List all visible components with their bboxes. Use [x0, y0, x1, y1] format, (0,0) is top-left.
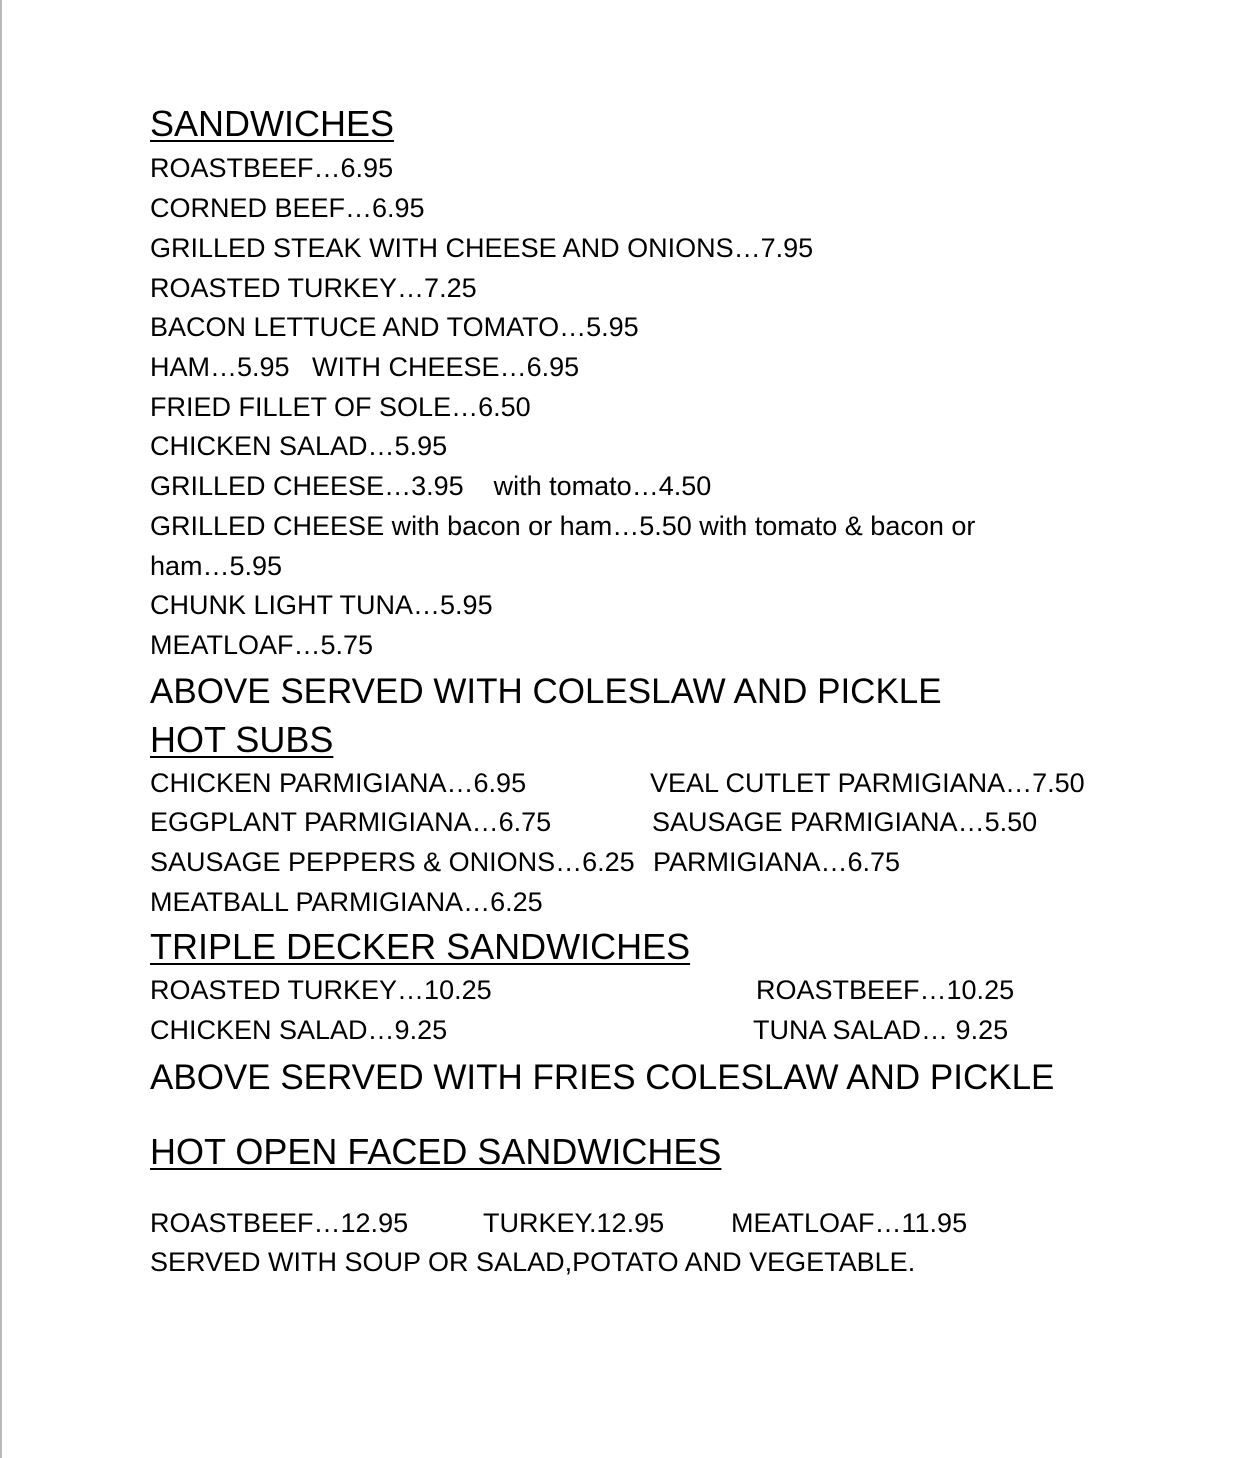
menu-item: GRILLED CHEESE with bacon or ham…5.50 with tomato & bacon or: [150, 511, 976, 541]
menu-item: MEATBALL PARMIGIANA…6.25: [150, 887, 543, 917]
hot-open-faced-heading: HOT OPEN FACED SANDWICHES: [150, 1131, 722, 1172]
menu-item: TURKEY.12.95: [483, 1208, 665, 1238]
menu-item: GRILLED CHEESE…3.95 with tomato…4.50: [150, 471, 712, 501]
menu-item: MEATLOAF…5.75: [150, 630, 374, 660]
triple-decker-heading: TRIPLE DECKER SANDWICHES: [150, 926, 691, 967]
menu-item: TUNA SALAD… 9.25: [753, 1015, 1009, 1045]
menu-item: PARMIGIANA…6.75: [653, 847, 901, 877]
sandwiches-note: ABOVE SERVED WITH COLESLAW AND PICKLE: [150, 672, 942, 711]
menu-item: FRIED FILLET OF SOLE…6.50: [150, 392, 531, 422]
menu-item: CORNED BEEF…6.95: [150, 193, 425, 223]
menu-item: MEATLOAF…11.95: [731, 1208, 968, 1238]
menu-item: CHICKEN SALAD…5.95: [150, 431, 448, 461]
menu-item: ham…5.95: [150, 551, 283, 581]
page-left-edge: [0, 0, 2, 1458]
menu-item: GRILLED STEAK WITH CHEESE AND ONIONS…7.95: [150, 233, 814, 263]
menu-item: EGGPLANT PARMIGIANA…6.75: [150, 807, 552, 837]
menu-item: CHICKEN PARMIGIANA…6.95: [150, 768, 527, 798]
menu-item: ROASTED TURKEY…7.25: [150, 273, 477, 303]
menu-item: ROASTED TURKEY…10.25: [150, 975, 492, 1005]
menu-item: CHICKEN SALAD…9.25: [150, 1015, 448, 1045]
menu-item: ROASTBEEF…10.25: [756, 975, 1015, 1005]
menu-item: HAM…5.95 WITH CHEESE…6.95: [150, 352, 580, 382]
triple-decker-note: ABOVE SERVED WITH FRIES COLESLAW AND PICKLE: [150, 1058, 1055, 1097]
menu-item: ROASTBEEF…12.95: [150, 1208, 409, 1238]
menu-item: SAUSAGE PARMIGIANA…5.50: [652, 807, 1038, 837]
menu-item: BACON LETTUCE AND TOMATO…5.95: [150, 312, 639, 342]
menu-item: VEAL CUTLET PARMIGIANA…7.50: [650, 768, 1085, 798]
hot-subs-heading: HOT SUBS: [150, 719, 334, 760]
hot-open-faced-note: SERVED WITH SOUP OR SALAD,POTATO AND VEGETABLE.: [150, 1247, 916, 1277]
menu-item: CHUNK LIGHT TUNA…5.95: [150, 590, 493, 620]
menu-item: ROASTBEEF…6.95: [150, 153, 394, 183]
sandwiches-heading: SANDWICHES: [150, 103, 395, 144]
menu-item: SAUSAGE PEPPERS & ONIONS…6.25: [150, 847, 635, 877]
